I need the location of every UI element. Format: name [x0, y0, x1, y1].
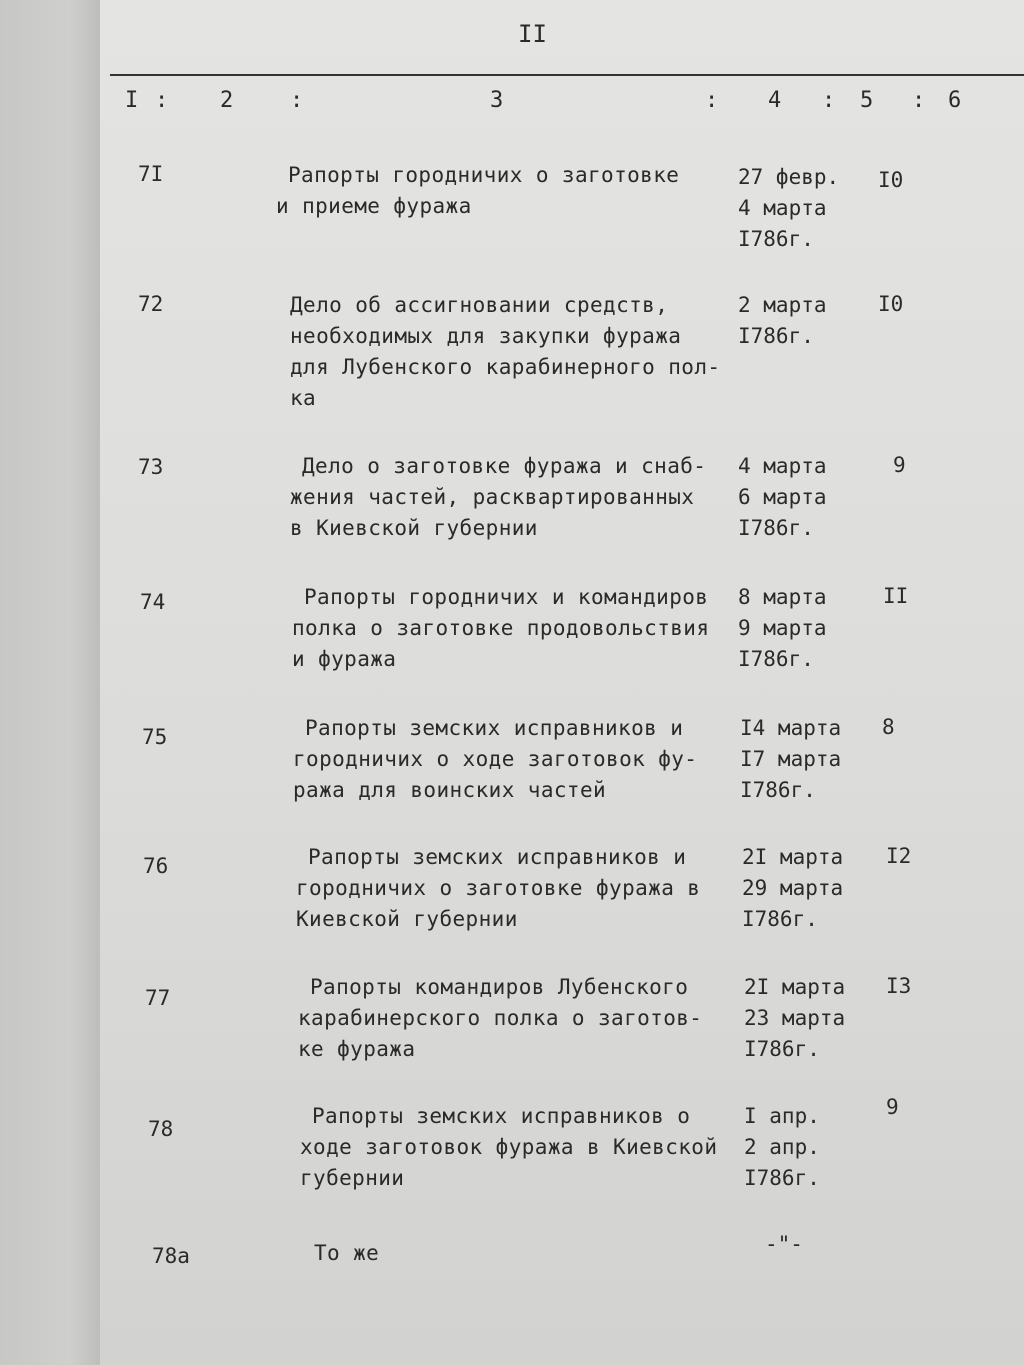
- row-description: То же: [314, 1241, 380, 1265]
- date-line: 27 февр.: [738, 165, 840, 189]
- ditto-mark: -"-: [765, 1232, 803, 1256]
- description-line: Рапорты земских исправников и: [305, 716, 684, 740]
- description-line: губернии: [300, 1166, 405, 1190]
- row-number: 77: [145, 986, 171, 1010]
- row-description: [290, 290, 720, 414]
- description-line: ке фуража: [298, 1037, 416, 1061]
- row-number: 73: [138, 455, 164, 479]
- row-description: [293, 713, 697, 806]
- description-line: Рапорты командиров Лубенского: [310, 975, 689, 999]
- description-line: городничих о ходе заготовок фу-: [293, 747, 698, 771]
- description-line: для Лубенского карабинерного пол-: [290, 355, 721, 379]
- row-number: 7I: [138, 162, 164, 186]
- sheet-count: I3: [886, 974, 912, 998]
- date-line: I4 марта: [740, 716, 842, 740]
- date-line: 23 марта: [744, 1006, 846, 1030]
- date-line: I786г.: [740, 778, 816, 802]
- row-dates: [738, 582, 827, 675]
- date-line: I786г.: [738, 516, 814, 540]
- sheet-count: I0: [878, 292, 904, 316]
- date-line: 2I марта: [742, 845, 844, 869]
- row-dates: [738, 290, 827, 352]
- date-line: I786г.: [738, 647, 814, 671]
- date-line: I786г.: [744, 1166, 820, 1190]
- date-line: I786г.: [738, 324, 814, 348]
- date-line: 2I марта: [744, 975, 846, 999]
- row-dates: [744, 972, 845, 1065]
- description-line: ходе заготовок фуража в Киевской: [300, 1135, 718, 1159]
- date-line: I786г.: [742, 907, 818, 931]
- header-col-3: 3: [490, 88, 504, 113]
- description-line: в Киевской губернии: [290, 516, 538, 540]
- row-number: 72: [138, 292, 164, 316]
- row-description: [292, 582, 709, 675]
- date-line: 4 марта: [738, 454, 827, 478]
- row-dates: [742, 842, 843, 935]
- date-line: I786г.: [744, 1037, 820, 1061]
- description-line: и фуража: [292, 647, 397, 671]
- date-line: 4 марта: [738, 196, 827, 220]
- header-sep: :: [155, 88, 169, 113]
- description-line: городничих о заготовке фуража в: [296, 876, 701, 900]
- row-description: [296, 842, 700, 935]
- row-description: [300, 1101, 717, 1194]
- header-col-5: 5: [860, 88, 874, 113]
- description-line: Киевской губернии: [296, 907, 518, 931]
- description-line: карабинерского полка о заготов-: [298, 1006, 703, 1030]
- description-line: ража для воинских частей: [293, 778, 607, 802]
- date-line: 9 марта: [738, 616, 827, 640]
- date-line: I786г.: [738, 227, 814, 251]
- description-line: Рапорты земских исправников о: [312, 1104, 691, 1128]
- description-line: полка о заготовке продовольствия: [292, 616, 710, 640]
- sheet-count: 9: [886, 1095, 899, 1119]
- row-dates: [738, 162, 839, 255]
- row-number: 76: [143, 854, 169, 878]
- description-line: Рапорты городничих о заготовке: [288, 163, 680, 187]
- header-sep: :: [822, 88, 836, 113]
- row-description: [290, 451, 706, 544]
- row-description: [298, 972, 702, 1065]
- date-line: I7 марта: [740, 747, 842, 771]
- date-line: 2 марта: [738, 293, 827, 317]
- date-line: 29 марта: [742, 876, 844, 900]
- sheet-count: 8: [882, 715, 895, 739]
- header-sep: :: [912, 88, 926, 113]
- row-number: 78: [148, 1117, 174, 1141]
- header-col-2: 2: [220, 88, 234, 113]
- row-description: [276, 160, 679, 222]
- header-col-1: I: [125, 88, 139, 113]
- sheet-count: 9: [893, 453, 906, 477]
- row-dates: [738, 451, 827, 544]
- header-col-6: 6: [948, 88, 962, 113]
- binding-margin: [0, 0, 100, 1365]
- row-number: 75: [142, 725, 168, 749]
- description-line: ка: [290, 386, 317, 410]
- description-line: Рапорты земских исправников и: [308, 845, 687, 869]
- description-line: Дело о заготовке фуража и снаб-: [302, 454, 707, 478]
- row-number: 74: [140, 590, 166, 614]
- description-line: жения частей, расквартированных: [290, 485, 695, 509]
- header-sep: :: [290, 88, 304, 113]
- description-line: и приеме фуража: [276, 194, 472, 218]
- header-rule: [110, 74, 1024, 76]
- page-number: II: [518, 20, 547, 48]
- row-dates: [744, 1101, 820, 1194]
- row-dates: [740, 713, 841, 806]
- date-line: 6 марта: [738, 485, 827, 509]
- date-line: I апр.: [744, 1104, 820, 1128]
- sheet-count: I2: [886, 844, 912, 868]
- row-number: 78а: [152, 1244, 190, 1268]
- date-line: 2 апр.: [744, 1135, 820, 1159]
- description-line: необходимых для закупки фуража: [290, 324, 682, 348]
- description-line: Рапорты городничих и командиров: [304, 585, 709, 609]
- date-line: 8 марта: [738, 585, 827, 609]
- sheet-count: II: [883, 584, 909, 608]
- header-col-4: 4: [768, 88, 782, 113]
- header-sep: :: [705, 88, 719, 113]
- sheet-count: I0: [878, 168, 904, 192]
- description-line: Дело об ассигновании средств,: [290, 293, 669, 317]
